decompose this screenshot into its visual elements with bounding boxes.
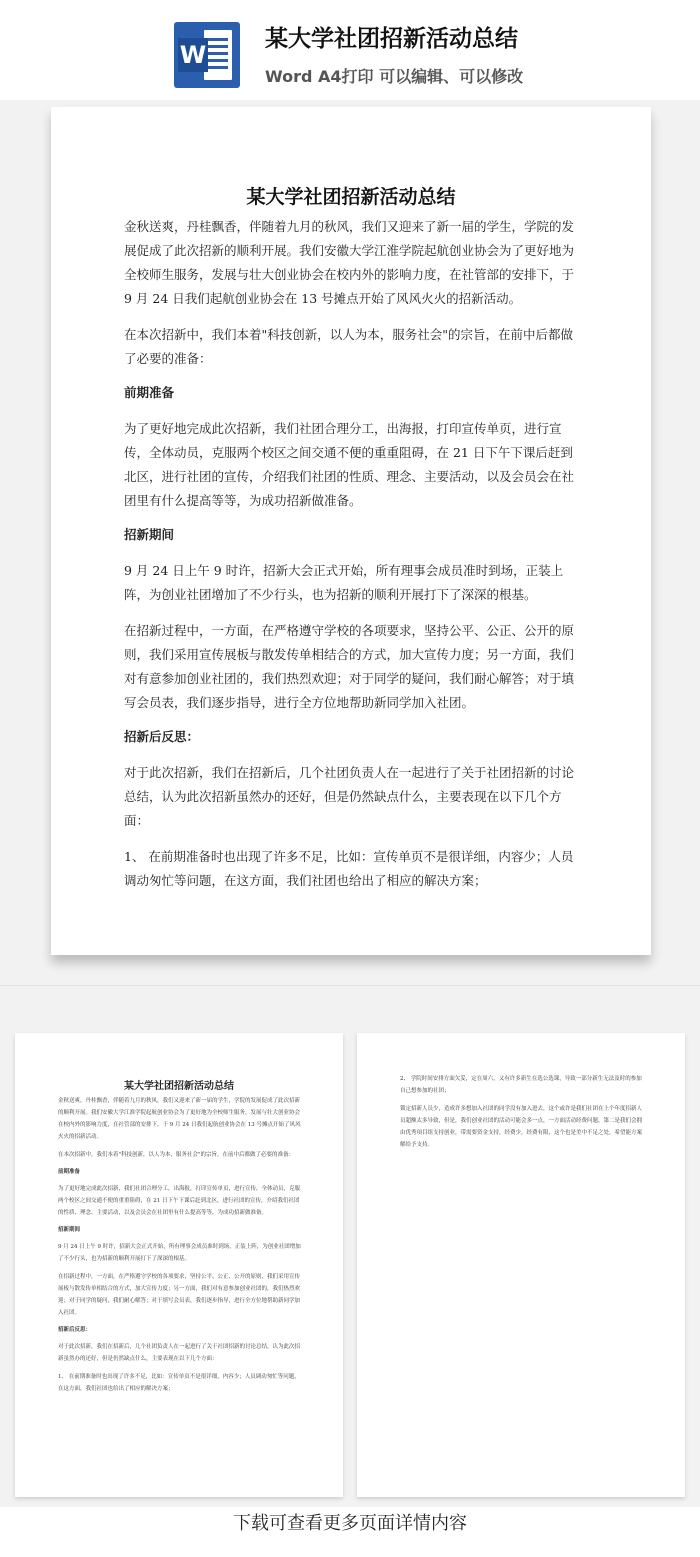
- word-icon: [174, 22, 240, 88]
- paragraph: 为了更好地完成此次招新，我们社团合理分工，出海报，打印宣传单页，进行宣传，全体动员，克服两个校区之间交通不便的重重阻碍，在 21 日下午下课后赶到北区，进行社团的宣传，介绍我们社团的性质、理念、主要活动，以及会员会在社团里有什么提高等等，为成功招新做准备。: [58, 1186, 301, 1216]
- paragraph: 1、 在前期准备时也出现了许多不足，比如：宣传单页不是很详细，内容少；人员调动匆忙等问题，在这方面，我们社团也给出了相应的解决方案；: [124, 849, 574, 888]
- paragraph: 9 月 24 日上午 9 时许，招新大会正式开始，所有理事会成员准时到场，正装上阵，为创业社团增加了不少行头，也为招新的顺利开展打下了深深的根基。: [124, 563, 564, 602]
- header: [0, 0, 700, 100]
- header-title: 某大学社团招新活动总结: [265, 26, 518, 52]
- paragraph: 在招新过程中，一方面，在严格遵守学校的各项要求，坚持公平、公正、公开的原则，我们采用宣传展板与散发传单相结合的方式，加大宣传力度；另一方面，我们对有意参加创业社团的，我们热烈欢迎；对于同学的疑问，我们耐心解答；对于填写会员表，我们逐步指导，进行全方位地帮助新同学加入社团。: [124, 623, 575, 710]
- page-thumbnail-1[interactable]: [15, 1033, 343, 1497]
- section-heading: 前期准备: [124, 385, 175, 400]
- paragraph: 在招新过程中，一方面，在严格遵守学校的各项要求，坚持公平、公正、公开的原则，我们采用宣传展板与散发传单相结合的方式，加大宣传力度；另一方面，我们对有意参加创业社团的，我们热烈欢迎；对于同学的疑问，我们耐心解答；对于填写会员表，我们逐步指导，进行全方位地帮助新同学加入社团。: [58, 1274, 301, 1316]
- download-more-link[interactable]: 下载可查看更多页面详情内容: [0, 1507, 700, 1557]
- paragraph: 2、 学院时间安排方面欠妥，定在周六，又有许多新生在选公选课，导致一部分新生无法及时的参加自己想参加的社团；: [400, 1076, 642, 1094]
- paragraph: 对于此次招新，我们在招新后，几个社团负责人在一起进行了关于社团招新的讨论总结，认为此次招新虽然办的还好，但是仍然缺点什么，主要表现在以下几个方面：: [58, 1344, 301, 1362]
- section-heading: 招新后反思：: [124, 729, 200, 744]
- document-page[interactable]: [51, 107, 651, 955]
- paragraph: 金秋送爽，丹桂飘香，伴随着九月的秋风，我们又迎来了新一届的学生，学院的发展促成了此次招新的顺利开展。我们安徽大学江淮学院起航创业协会为了更好地为全校师生服务，发展与壮大创业协会在校内外的影响力度，在社管部的安排下，于 9 月 24 日我们起航创业协会在 13 号摊点开始了风风火火的招新活动。: [58, 1098, 301, 1140]
- paragraph: 在本次招新中，我们本着"科技创新，以人为本，服务社会"的宗旨，在前中后都做了必要的准备：: [124, 327, 574, 366]
- section-heading: 前期准备: [58, 1169, 81, 1175]
- section-heading: 招新期间: [58, 1227, 81, 1233]
- document-title: 某大学社团招新活动总结: [246, 186, 456, 208]
- paragraph: 金秋送爽，丹桂飘香，伴随着九月的秋风，我们又迎来了新一届的学生，学院的发展促成了此次招新的顺利开展。我们安徽大学江淮学院起航创业协会为了更好地为全校师生服务，发展与壮大创业协会在校内外的影响力度，在社管部的安排下，于 9 月 24 日我们起航创业协会在 13 号摊点开始了风风火火的招新活动。: [124, 219, 575, 306]
- section-heading: 招新后反思：: [58, 1327, 92, 1333]
- document-body: [124, 215, 580, 905]
- thumbnail-body: [58, 1095, 303, 1401]
- divider: [0, 985, 700, 986]
- word-icon-letter: W: [178, 38, 208, 72]
- paragraph: 9 月 24 日上午 9 时许，招新大会正式开始，所有理事会成员准时到场，正装上阵，为创业社团增加了不少行头，也为招新的顺利开展打下了深深的根基。: [58, 1244, 301, 1262]
- thumbnail-title: 某大学社团招新活动总结: [124, 1081, 234, 1092]
- header-subtitle: Word A4打印 可以编辑、可以修改: [265, 67, 524, 86]
- paragraph: 为了更好地完成此次招新，我们社团合理分工，出海报，打印宣传单页，进行宣传，全体动员，克服两个校区之间交通不便的重重阻碍，在 21 日下午下课后赶到北区，进行社团的宣传，介绍我们社团的性质、理念、主要活动，以及会员会在社团里有什么提高等等，为成功招新做准备。: [124, 421, 575, 508]
- section-heading: 招新期间: [124, 527, 175, 542]
- page-thumbnail-2[interactable]: [357, 1033, 685, 1497]
- paragraph: 对于此次招新，我们在招新后，几个社团负责人在一起进行了关于社团招新的讨论总结，认为此次招新虽然办的还好，但是仍然缺点什么，主要表现在以下几个方面：: [124, 765, 575, 828]
- paragraph: 锁定招新人员少，造成许多想加入社团的同学没有加入进去，这个或许是我们社团在上个年度招新人员超额太多导致，但是，我们创业社团的活动可能会多一点，一方面活动经费问题，第二是我们会拥由优秀项目组支持创业，带需要资金支持，经费少，经费有限，这个也是美中不足之处，希望能方案解给予支持。: [400, 1106, 643, 1148]
- paragraph: 在本次招新中，我们本着"科技创新，以人为本，服务社会"的宗旨，在前中后都做了必要的准备：: [58, 1152, 295, 1158]
- paragraph: 1、 在前期准备时也出现了许多不足，比如：宣传单页不是很详细，内容少；人员调动匆忙等问题，在这方面，我们社团也给出了相应的解决方案；: [58, 1374, 300, 1392]
- thumbnail-body: [400, 1073, 645, 1157]
